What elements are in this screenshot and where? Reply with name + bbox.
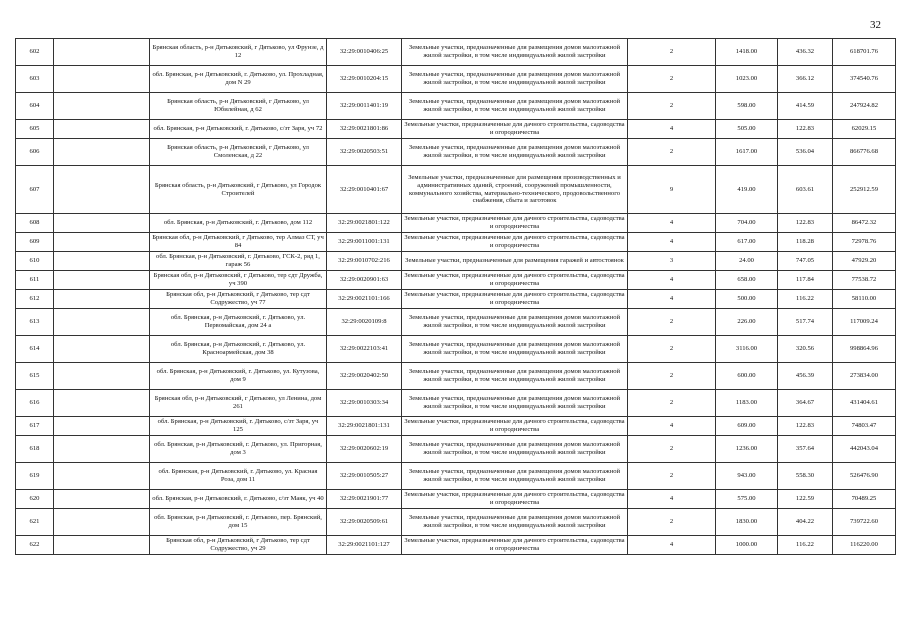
row-number: 611 <box>16 271 54 290</box>
spacer-cell <box>54 536 150 555</box>
specific-value-cell: 122.59 <box>778 490 833 509</box>
spacer-cell <box>54 233 150 252</box>
spacer-cell <box>54 336 150 363</box>
group-cell: 4 <box>628 120 716 139</box>
cadastral-number-cell: 32:29:0020509:61 <box>327 509 402 536</box>
area-cell: 1418.00 <box>716 39 778 66</box>
row-number: 622 <box>16 536 54 555</box>
specific-value-cell: 366.12 <box>778 66 833 93</box>
land-use-cell: Земельные участки, предназначенные для дачного строительства, садоводства и огородничества <box>402 490 628 509</box>
area-cell: 704.00 <box>716 214 778 233</box>
group-cell: 2 <box>628 66 716 93</box>
address-cell: обл. Брянская, р-н Дятьковский, г. Дятьково, ул. Красная Роза, дом 11 <box>150 463 327 490</box>
table-row <box>16 39 896 66</box>
specific-value-cell: 436.32 <box>778 39 833 66</box>
cadastral-number-cell: 32:29:0020109:8 <box>327 309 402 336</box>
group-cell: 2 <box>628 463 716 490</box>
address-cell: обл. Брянская, р-н Дятьковский, г. Дятьково, ул. Пригорная, дом 3 <box>150 436 327 463</box>
spacer-cell <box>54 214 150 233</box>
area-cell: 600.00 <box>716 363 778 390</box>
address-cell: обл. Брянская, р-н Дятьковский, г. Дятьково, ул. Кутузова, дом 9 <box>150 363 327 390</box>
table-row <box>16 309 896 336</box>
cadastral-number-cell: 32:29:0020602:19 <box>327 436 402 463</box>
land-use-cell: Земельные участки, предназначенные для дачного строительства, садоводства и огородничества <box>402 120 628 139</box>
specific-value-cell: 122.83 <box>778 214 833 233</box>
spacer-cell <box>54 390 150 417</box>
land-use-cell: Земельные участки, предназначенные для дачного строительства, садоводства и огородничества <box>402 290 628 309</box>
land-use-cell: Земельные участки, предназначенные для дачного строительства, садоводства и огородничества <box>402 271 628 290</box>
area-cell: 500.00 <box>716 290 778 309</box>
row-number: 616 <box>16 390 54 417</box>
row-number: 608 <box>16 214 54 233</box>
spacer-cell <box>54 66 150 93</box>
specific-value-cell: 414.59 <box>778 93 833 120</box>
address-cell: обл. Брянская, р-н Дятьковский, г. Дятьково, дом 112 <box>150 214 327 233</box>
address-cell: Брянская обл, р-н Дятьковский, г Дятьково, тер Алмаз СТ, уч 84 <box>150 233 327 252</box>
group-cell: 4 <box>628 490 716 509</box>
land-use-cell: Земельные участки, предназначенные для размещения домов малоэтажной жилой застройки, в том числе индивидуальной жилой застройки <box>402 39 628 66</box>
area-cell: 24.00 <box>716 252 778 271</box>
area-cell: 3116.00 <box>716 336 778 363</box>
group-cell: 2 <box>628 509 716 536</box>
address-cell: Брянская область, р-н Дятьковский, г Дятьково, ул Городок Строителей <box>150 166 327 214</box>
cadastral-number-cell: 32:29:0020503:51 <box>327 139 402 166</box>
land-use-cell: Земельные участки, предназначенные для размещения домов малоэтажной жилой застройки, в том числе индивидуальной жилой застройки <box>402 390 628 417</box>
cadastral-value-cell: 739722.60 <box>833 509 896 536</box>
group-cell: 9 <box>628 166 716 214</box>
land-use-cell: Земельные участки, предназначенные для размещения домов малоэтажной жилой застройки, в том числе индивидуальной жилой застройки <box>402 66 628 93</box>
cadastral-value-cell: 72978.76 <box>833 233 896 252</box>
row-number: 604 <box>16 93 54 120</box>
specific-value-cell: 116.22 <box>778 536 833 555</box>
row-number: 618 <box>16 436 54 463</box>
cadastral-number-cell: 32:29:0020402:50 <box>327 363 402 390</box>
spacer-cell <box>54 436 150 463</box>
cadastral-value-cell: 998864.96 <box>833 336 896 363</box>
specific-value-cell: 117.84 <box>778 271 833 290</box>
table-row <box>16 139 896 166</box>
cadastral-number-cell: 32:29:0011401:19 <box>327 93 402 120</box>
address-cell: Брянская обл, р-н Дятьковский, г Дятьково, тер сдт Содружество, уч 29 <box>150 536 327 555</box>
row-number: 621 <box>16 509 54 536</box>
group-cell: 3 <box>628 252 716 271</box>
specific-value-cell: 536.04 <box>778 139 833 166</box>
address-cell: обл. Брянская, р-н Дятьковский, г. Дятьково, ул. Прохладная, дом N 29 <box>150 66 327 93</box>
group-cell: 4 <box>628 233 716 252</box>
group-cell: 2 <box>628 363 716 390</box>
land-use-cell: Земельные участки, предназначенные для дачного строительства, садоводства и огородничества <box>402 417 628 436</box>
row-number: 610 <box>16 252 54 271</box>
table-row <box>16 252 896 271</box>
area-cell: 1000.00 <box>716 536 778 555</box>
row-number: 620 <box>16 490 54 509</box>
table-row <box>16 166 896 214</box>
specific-value-cell: 116.22 <box>778 290 833 309</box>
land-use-cell: Земельные участки, предназначенные для размещения домов малоэтажной жилой застройки, в том числе индивидуальной жилой застройки <box>402 336 628 363</box>
cadastral-value-cell: 431404.61 <box>833 390 896 417</box>
cadastral-value-cell: 77538.72 <box>833 271 896 290</box>
cadastral-number-cell: 32:29:0010303:34 <box>327 390 402 417</box>
address-cell: Брянская обл, р-н Дятьковский, г Дятьково, тер сдт Дружба, уч 390 <box>150 271 327 290</box>
spacer-cell <box>54 509 150 536</box>
area-cell: 1236.00 <box>716 436 778 463</box>
spacer-cell <box>54 417 150 436</box>
row-number: 614 <box>16 336 54 363</box>
specific-value-cell: 517.74 <box>778 309 833 336</box>
address-cell: Брянская область, р-н Дятьковский, г Дятьково, ул Юбилейная, д 62 <box>150 93 327 120</box>
table-row <box>16 120 896 139</box>
spacer-cell <box>54 93 150 120</box>
cadastral-value-cell: 74803.47 <box>833 417 896 436</box>
row-number: 612 <box>16 290 54 309</box>
area-cell: 1830.00 <box>716 509 778 536</box>
group-cell: 2 <box>628 93 716 120</box>
specific-value-cell: 404.22 <box>778 509 833 536</box>
cadastral-number-cell: 32:29:0021901:77 <box>327 490 402 509</box>
address-cell: обл. Брянская, р-н Дятьковский, г. Дятьково, с/зт Заря, уч 125 <box>150 417 327 436</box>
group-cell: 4 <box>628 271 716 290</box>
group-cell: 4 <box>628 536 716 555</box>
address-cell: Брянская обл, р-н Дятьковский, г Дятьково, ул Ленина, дом 261 <box>150 390 327 417</box>
area-cell: 575.00 <box>716 490 778 509</box>
land-use-cell: Земельные участки, предназначенные для размещения домов малоэтажной жилой застройки, в том числе индивидуальной жилой застройки <box>402 139 628 166</box>
area-cell: 658.00 <box>716 271 778 290</box>
specific-value-cell: 456.39 <box>778 363 833 390</box>
spacer-cell <box>54 490 150 509</box>
cadastral-number-cell: 32:29:0021801:122 <box>327 214 402 233</box>
specific-value-cell: 603.61 <box>778 166 833 214</box>
address-cell: Брянская область, р-н Дятьковский, г Дятьково, ул Смоленская, д 22 <box>150 139 327 166</box>
cadastral-value-cell: 116220.00 <box>833 536 896 555</box>
group-cell: 4 <box>628 214 716 233</box>
address-cell: обл. Брянская, р-н Дятьковский, г. Дятьково, ГСК-2, ряд 1, гараж 56 <box>150 252 327 271</box>
row-number: 602 <box>16 39 54 66</box>
specific-value-cell: 320.56 <box>778 336 833 363</box>
cadastral-value-cell: 526476.90 <box>833 463 896 490</box>
spacer-cell <box>54 290 150 309</box>
specific-value-cell: 558.30 <box>778 463 833 490</box>
group-cell: 2 <box>628 139 716 166</box>
specific-value-cell: 122.83 <box>778 417 833 436</box>
spacer-cell <box>54 39 150 66</box>
land-use-cell: Земельные участки, предназначенные для размещения домов малоэтажной жилой застройки, в том числе индивидуальной жилой застройки <box>402 93 628 120</box>
table-row <box>16 490 896 509</box>
cadastral-value-cell: 866776.68 <box>833 139 896 166</box>
cadastral-number-cell: 32:29:0021101:166 <box>327 290 402 309</box>
land-use-cell: Земельные участки, предназначенные для размещения домов малоэтажной жилой застройки, в том числе индивидуальной жилой застройки <box>402 309 628 336</box>
specific-value-cell: 118.28 <box>778 233 833 252</box>
cadastral-number-cell: 32:29:0022103:41 <box>327 336 402 363</box>
area-cell: 1183.00 <box>716 390 778 417</box>
row-number: 619 <box>16 463 54 490</box>
area-cell: 617.00 <box>716 233 778 252</box>
address-cell: обл. Брянская, р-н Дятьковский, г. Дятьково, с/зт Маяк, уч 40 <box>150 490 327 509</box>
area-cell: 598.00 <box>716 93 778 120</box>
cadastral-number-cell: 32:29:0010406:25 <box>327 39 402 66</box>
cadastral-value-cell: 117009.24 <box>833 309 896 336</box>
cadastral-number-cell: 32:29:0021101:127 <box>327 536 402 555</box>
cadastral-value-cell: 273834.00 <box>833 363 896 390</box>
land-use-cell: Земельные участки, предназначенные для размещения домов малоэтажной жилой застройки, в том числе индивидуальной жилой застройки <box>402 436 628 463</box>
spacer-cell <box>54 252 150 271</box>
address-cell: обл. Брянская, р-н Дятьковский, г. Дятьково, ул. Первомайская, дом 24 а <box>150 309 327 336</box>
cadastral-value-cell: 247924.82 <box>833 93 896 120</box>
land-use-cell: Земельные участки, предназначенные для размещения гаражей и автостоянок <box>402 252 628 271</box>
cadastral-value-cell: 442043.04 <box>833 436 896 463</box>
cadastral-value-cell: 86472.32 <box>833 214 896 233</box>
table-row <box>16 417 896 436</box>
cadastral-number-cell: 32:29:0021801:86 <box>327 120 402 139</box>
spacer-cell <box>54 271 150 290</box>
land-use-cell: Земельные участки, предназначенные для дачного строительства, садоводства и огородничества <box>402 233 628 252</box>
cadastral-value-cell: 374540.76 <box>833 66 896 93</box>
table-row <box>16 290 896 309</box>
table-row <box>16 233 896 252</box>
cadastral-number-cell: 32:29:0010702:216 <box>327 252 402 271</box>
specific-value-cell: 122.83 <box>778 120 833 139</box>
specific-value-cell: 747.05 <box>778 252 833 271</box>
row-number: 606 <box>16 139 54 166</box>
cadastral-number-cell: 32:29:0010204:15 <box>327 66 402 93</box>
table-row <box>16 271 896 290</box>
address-cell: обл. Брянская, р-н Дятьковский, г. Дятьково, с/зт Заря, уч 72 <box>150 120 327 139</box>
address-cell: Брянская область, р-н Дятьковский, г Дятьково, ул Фрунзе, д 12 <box>150 39 327 66</box>
area-cell: 609.00 <box>716 417 778 436</box>
cadastral-number-cell: 32:29:0011001:131 <box>327 233 402 252</box>
group-cell: 2 <box>628 39 716 66</box>
group-cell: 4 <box>628 417 716 436</box>
cadastral-number-cell: 32:29:0020901:63 <box>327 271 402 290</box>
address-cell: обл. Брянская, р-н Дятьковский, г. Дятьково, пер. Брянский, дом 15 <box>150 509 327 536</box>
row-number: 617 <box>16 417 54 436</box>
area-cell: 943.00 <box>716 463 778 490</box>
row-number: 607 <box>16 166 54 214</box>
table-row <box>16 66 896 93</box>
area-cell: 226.00 <box>716 309 778 336</box>
cadastral-number-cell: 32:29:0021801:131 <box>327 417 402 436</box>
row-number: 615 <box>16 363 54 390</box>
table-row <box>16 214 896 233</box>
row-number: 613 <box>16 309 54 336</box>
land-use-cell: Земельные участки, предназначенные для дачного строительства, садоводства и огородничества <box>402 214 628 233</box>
table-row <box>16 509 896 536</box>
row-number: 605 <box>16 120 54 139</box>
land-use-cell: Земельные участки, предназначенные для размещения домов малоэтажной жилой застройки, в том числе индивидуальной жилой застройки <box>402 509 628 536</box>
spacer-cell <box>54 463 150 490</box>
page-number: 32 <box>870 19 881 31</box>
cadastral-value-cell: 47929.20 <box>833 252 896 271</box>
table-body <box>16 39 896 555</box>
spacer-cell <box>54 139 150 166</box>
table-row <box>16 390 896 417</box>
group-cell: 2 <box>628 309 716 336</box>
spacer-cell <box>54 120 150 139</box>
area-cell: 419.00 <box>716 166 778 214</box>
specific-value-cell: 364.67 <box>778 390 833 417</box>
table-row <box>16 336 896 363</box>
spacer-cell <box>54 166 150 214</box>
table-row <box>16 436 896 463</box>
area-cell: 505.00 <box>716 120 778 139</box>
cadastral-value-cell: 252912.59 <box>833 166 896 214</box>
area-cell: 1023.00 <box>716 66 778 93</box>
area-cell: 1617.00 <box>716 139 778 166</box>
address-cell: обл. Брянская, р-н Дятьковский, г. Дятьково, ул. Красноармейская, дом 38 <box>150 336 327 363</box>
cadastral-value-table <box>15 38 896 555</box>
table-row <box>16 536 896 555</box>
land-use-cell: Земельные участки, предназначенные для дачного строительства, садоводства и огородничества <box>402 536 628 555</box>
cadastral-number-cell: 32:29:0010505:27 <box>327 463 402 490</box>
group-cell: 2 <box>628 390 716 417</box>
specific-value-cell: 357.64 <box>778 436 833 463</box>
address-cell: Брянская обл, р-н Дятьковский, г Дятьково, тер сдт Содружество, уч 77 <box>150 290 327 309</box>
cadastral-value-cell: 618701.76 <box>833 39 896 66</box>
cadastral-value-cell: 62029.15 <box>833 120 896 139</box>
land-use-cell: Земельные участки, предназначенные для размещения домов малоэтажной жилой застройки, в том числе индивидуальной жилой застройки <box>402 463 628 490</box>
cadastral-value-cell: 70489.25 <box>833 490 896 509</box>
table-row <box>16 93 896 120</box>
land-use-cell: Земельные участки, предназначенные для размещения производственных и административных зданий, строений, сооружений промышленности, коммунального хозяйства, материально-технического, продовольственного снабжения, сбыта и заготовок <box>402 166 628 214</box>
cadastral-value-cell: 58110.00 <box>833 290 896 309</box>
land-use-cell: Земельные участки, предназначенные для размещения домов малоэтажной жилой застройки, в том числе индивидуальной жилой застройки <box>402 363 628 390</box>
table-row <box>16 463 896 490</box>
group-cell: 2 <box>628 336 716 363</box>
group-cell: 4 <box>628 290 716 309</box>
row-number: 609 <box>16 233 54 252</box>
row-number: 603 <box>16 66 54 93</box>
cadastral-number-cell: 32:29:0010401:67 <box>327 166 402 214</box>
spacer-cell <box>54 363 150 390</box>
group-cell: 2 <box>628 436 716 463</box>
spacer-cell <box>54 309 150 336</box>
table-row <box>16 363 896 390</box>
